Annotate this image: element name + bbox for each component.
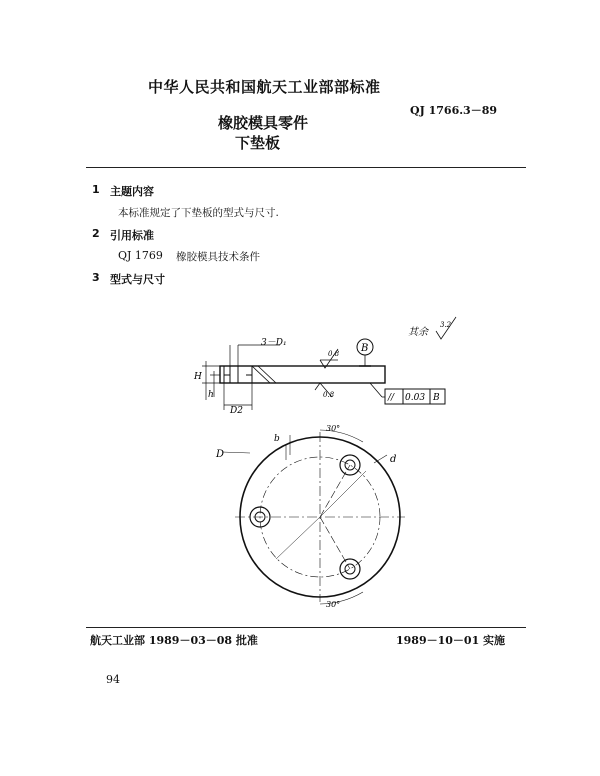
roughness-note: 其余 (408, 327, 428, 338)
document-title: 橡胶模具零件 (218, 114, 309, 132)
roughness-value: 3.2 (440, 321, 452, 329)
label-D: D (216, 449, 225, 460)
document-subtitle: 下垫板 (235, 134, 281, 152)
reference-code: QJ 1769 (118, 249, 163, 262)
tolerance-symbol: // (388, 393, 395, 403)
header-rule (86, 167, 526, 168)
angle-top-label: 30° (326, 424, 341, 433)
label-D2: D2 (230, 406, 243, 416)
label-H: H (194, 372, 202, 382)
plate-outline (220, 366, 385, 383)
issuing-organization: 中华人民共和国航天工业部部标准 (148, 78, 381, 96)
approval-line: 航天工业部 1989－03－08 批准 (90, 634, 258, 647)
footer-rule (86, 627, 526, 628)
standard-number: QJ 1766.3－89 (410, 104, 498, 117)
technical-drawing (180, 305, 480, 615)
label-h: h (208, 390, 214, 400)
section-1-text: 本标准规定了下垫板的型式与尺寸. (118, 207, 279, 219)
section-2-number: 2 (92, 227, 100, 240)
datum-label: B (361, 343, 369, 354)
tolerance-value: 0.03 (405, 393, 426, 403)
tolerance-datum: B (433, 393, 440, 403)
reference-title: 橡胶模具技术条件 (176, 251, 260, 263)
roughness-top-label: 0.8 (328, 350, 340, 358)
label-b: b (274, 434, 280, 444)
section-3-title: 型式与尺寸 (110, 273, 165, 286)
holes-label: 3－D₁ (261, 338, 287, 348)
plan-view (222, 430, 405, 604)
angle-bottom-label: 30° (326, 600, 341, 609)
label-d: d (390, 454, 397, 465)
section-1-number: 1 (92, 183, 100, 196)
section-2-title: 引用标准 (110, 229, 154, 242)
section-1-title: 主题内容 (110, 185, 154, 198)
page-number: 94 (106, 673, 120, 686)
section-3-number: 3 (92, 271, 100, 284)
implementation-date: 1989－10－01 实施 (396, 634, 506, 647)
roughness-bottom-label: 0.8 (323, 391, 335, 399)
